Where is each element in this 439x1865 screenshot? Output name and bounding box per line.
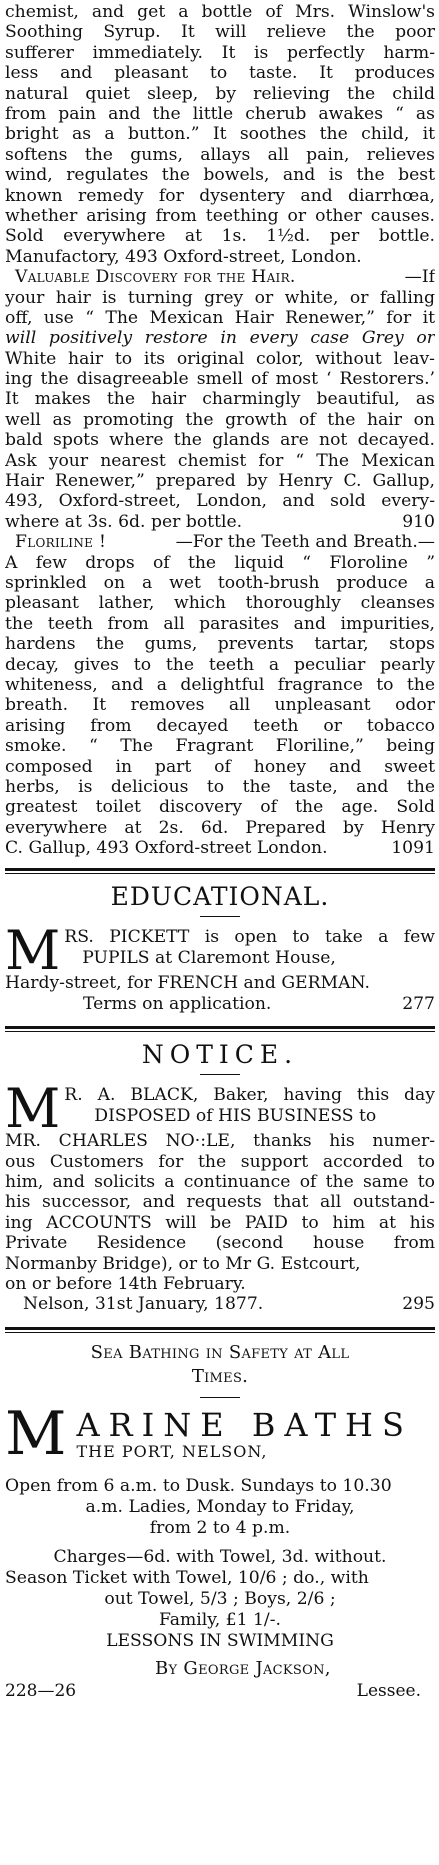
drop-cap: M (5, 1085, 61, 1141)
text-line: Charges—6d. with Towel, 3d. without. (53, 1546, 387, 1567)
text-line: Ask your nearest chemist for “ The Mexican (5, 450, 435, 471)
text-line: MR. CHARLES NO·:LE, thanks his numer- (5, 1131, 435, 1152)
section-heading-educational: EDUCATIONAL. (110, 882, 330, 912)
text-line: him, and solicits a continuance of the same to (5, 1172, 435, 1193)
text-line: ing the disagreeable smell of most ‘ Restorers.’ (5, 369, 435, 390)
text-line: Private Residence (second house from (5, 1233, 435, 1254)
dateline: Nelson, 31st January, 1877. (23, 1294, 264, 1315)
text-line: sufferer immediately. It is perfectly harm- (5, 42, 435, 63)
text-line: a.m. Ladies, Monday to Friday, (85, 1496, 355, 1517)
text-line: on or before 14th February. (5, 1274, 246, 1295)
baths-details (5, 1476, 435, 1701)
text-line: bright as a button.” It soothes the child, it (5, 124, 435, 145)
text-line: well as promoting the growth of the hair on (5, 409, 435, 430)
text-line: sprinkled on a wet tooth-brush produce a (5, 573, 435, 593)
educational-advert (5, 927, 435, 1014)
text-line: herbs, is delicious to the taste, and the (5, 776, 435, 797)
text-line (5, 532, 435, 552)
text-line: composed in part of honey and sweet (5, 756, 435, 777)
text-line: ing ACCOUNTS will be PAID to him at his (5, 1212, 435, 1233)
notice-advert (5, 1085, 435, 1315)
text-line: It makes the hair charmingly beautiful, as (5, 389, 435, 410)
text-line: ous Customers for the support accorded to (5, 1151, 435, 1172)
section-heading-notice: NOTICE. (141, 1040, 299, 1070)
text-line (5, 267, 435, 287)
baths-heading-line: Sea Bathing in Safety at All (90, 1341, 350, 1363)
text-line: less and pleasant to taste. It produces (5, 63, 435, 84)
text-line: whether arising from teething or other causes. (5, 205, 435, 226)
baths-title: ARINE BATHS (76, 1407, 413, 1444)
baths-subtitle: THE PORT, NELSON, (76, 1441, 268, 1461)
text-line: breath. It removes all unpleasant odor (5, 695, 435, 716)
text-line (5, 994, 435, 1014)
lessee-label: Lessee. (356, 1680, 421, 1701)
baths-by-line (5, 1658, 435, 1679)
text-line: bald spots where the glands are not decayed. (5, 430, 435, 451)
text-line: LESSONS IN SWIMMING (106, 1630, 334, 1651)
text-line: from pain and the little cherub awakes “ as (5, 103, 435, 124)
advert-lead: Valuable Discovery for the Hair. (15, 267, 296, 288)
text-line: Manufactory, 493 Oxford-street, London. (5, 246, 362, 267)
text-line: off, use “ The Mexican Hair Renewer,” for it (5, 307, 435, 328)
floriline-advert (5, 532, 435, 858)
text-line: pleasant lather, which thoroughly cleanses (5, 593, 435, 614)
heading-rule (200, 1397, 240, 1398)
baths-footer (5, 1679, 435, 1701)
text-line: from 2 to 4 p.m. (149, 1517, 291, 1538)
text-line: chemist, and get a bottle of Mrs. Winslow's (5, 2, 435, 22)
text-line: smoke. “ The Fragrant Floriline,” being (5, 736, 435, 757)
section-divider (5, 1327, 435, 1333)
text-line (5, 512, 435, 532)
baths-heading (5, 1341, 435, 1389)
advert-number: 277 (402, 993, 435, 1014)
text-line: Soothing Syrup. It will relieve the poor (5, 22, 435, 43)
text-line: Sold everywhere at 1s. 1½d. per bottle. (5, 226, 435, 247)
text-line: A few drops of the liquid “ Floroline ” (5, 552, 435, 573)
text-fragment: —If (404, 267, 435, 288)
text-line: everywhere at 2s. 6d. Prepared by Henry (5, 817, 435, 838)
text-line: Open from 6 a.m. to Dusk. Sundays to 10.30 (5, 1475, 392, 1496)
text-line: natural quiet sleep, by relieving the child (5, 83, 435, 104)
advert-number: 910 (402, 511, 435, 532)
text-line: known remedy for dysentery and diarrhœa, (5, 185, 435, 206)
heading-rule (200, 916, 240, 917)
baths-heading-line: Times. (191, 1365, 249, 1387)
text-line: your hair is turning grey or white, or falling (5, 287, 435, 308)
text-line: Hair Renewer,” prepared by Henry C. Gallup, (5, 471, 435, 492)
advert-number: 1091 (391, 838, 435, 859)
text-line: whiteness, and a delightful fragrance to the (5, 674, 435, 695)
section-divider (5, 868, 435, 874)
text-line: hardens the gums, prevents tartar, stops (5, 634, 435, 655)
text-line: DISPOSED of HIS BUSINESS to (94, 1105, 377, 1126)
baths-advert (5, 1408, 435, 1462)
text-line: RS. PICKETT is open to take a few (64, 927, 435, 948)
text-line: the teeth from all parasites and impurities, (5, 613, 435, 634)
advert-number: 295 (402, 1294, 435, 1315)
drop-cap: M (5, 927, 61, 983)
text-line: greatest toilet discovery of the age. Sold (5, 797, 435, 818)
advert-number: 228—26 (5, 1680, 77, 1701)
text-fragment: —For the Teeth and Breath.— (175, 532, 435, 553)
text-line: Hardy-street, for FRENCH and GERMAN. (5, 973, 370, 994)
drop-cap: M (5, 1407, 67, 1462)
text-line: Family, £1 1/-. (159, 1609, 281, 1630)
text-line: softens the gums, allays all pain, relieves (5, 144, 435, 165)
winslow-advert (5, 2, 435, 267)
text-line: wind, regulates the bowels, and is the best (5, 165, 435, 186)
advert-lead: Floriline ! (15, 532, 107, 553)
text-line (5, 1294, 435, 1314)
text-line (5, 838, 435, 858)
hair-renewer-advert (5, 267, 435, 532)
text-fragment: Terms on application. (83, 993, 272, 1014)
text-line: his successor, and requests that all outstand- (5, 1192, 435, 1213)
text-line: will positively restore in every case Grey or (5, 328, 435, 349)
text-line: arising from decayed teeth or tobacco (5, 715, 435, 736)
text-line: 493, Oxford-street, London, and sold every- (5, 491, 435, 512)
proprietor-name: By George Jackson, (155, 1657, 331, 1679)
text-line: PUPILS at Claremont House, (82, 947, 336, 968)
text-fragment: C. Gallup, 493 Oxford-street London. (5, 838, 328, 859)
text-line: Normanby Bridge), or to Mr G. Estcourt, (5, 1253, 361, 1274)
heading-rule (200, 1074, 240, 1075)
section-divider (5, 1026, 435, 1032)
text-line: White hair to its original color, without leav- (5, 348, 435, 369)
text-line: out Towel, 5/3 ; Boys, 2/6 ; (104, 1588, 336, 1609)
text-line: Season Ticket with Towel, 10/6 ; do., with (5, 1567, 369, 1588)
text-fragment: where at 3s. 6d. per bottle. (5, 511, 243, 532)
text-line: decay, gives to the teeth a peculiar pearly (5, 654, 435, 675)
text-line: R. A. BLACK, Baker, having this day (64, 1085, 435, 1106)
